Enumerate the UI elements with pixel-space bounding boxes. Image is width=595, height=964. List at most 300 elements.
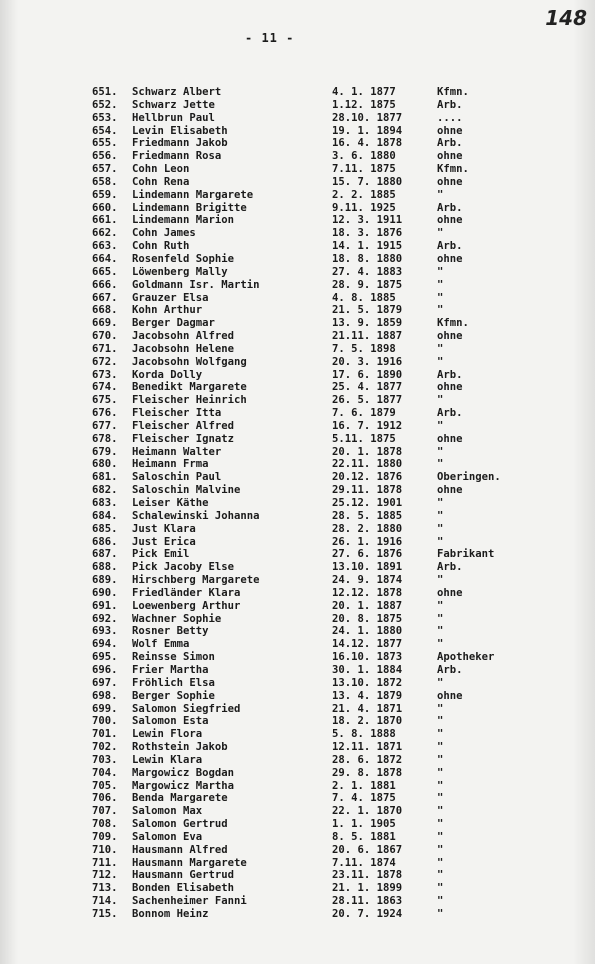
entry-number: 707. xyxy=(92,805,118,818)
entry-occupation: " xyxy=(437,445,444,458)
entry-name: Schwarz Jette xyxy=(132,98,215,111)
entry-number: 678. xyxy=(92,432,118,445)
entry-number: 698. xyxy=(92,689,118,702)
list-item xyxy=(92,523,552,536)
folio-number: 148 xyxy=(545,6,587,30)
list-item xyxy=(92,857,552,870)
entry-occupation: " xyxy=(437,638,444,651)
entry-number: 676. xyxy=(92,407,118,420)
entry-birthdate: 27. 6. 1876 xyxy=(332,548,403,561)
list-item xyxy=(92,882,552,895)
entry-number: 689. xyxy=(92,574,118,587)
entry-number: 704. xyxy=(92,766,118,779)
list-item xyxy=(92,625,552,638)
entry-occupation: Kfmn. xyxy=(437,317,469,330)
entry-number: 682. xyxy=(92,484,118,497)
entry-birthdate: 26. 5. 1877 xyxy=(332,394,403,407)
entry-number: 655. xyxy=(92,137,118,150)
list-item xyxy=(92,150,552,163)
entry-occupation: " xyxy=(437,869,444,882)
entry-birthdate: 21. 5. 1879 xyxy=(332,304,403,317)
entry-occupation: Arb. xyxy=(437,368,463,381)
entry-number: 705. xyxy=(92,779,118,792)
entry-name: Berger Dagmar xyxy=(132,317,215,330)
entry-number: 691. xyxy=(92,599,118,612)
entry-name: Rosenfeld Sophie xyxy=(132,252,235,265)
entry-occupation: " xyxy=(437,676,444,689)
entry-name: Löwenberg Mally xyxy=(132,265,228,278)
entry-birthdate: 28. 6. 1872 xyxy=(332,753,403,766)
entry-name: Lindemann Brigitte xyxy=(132,201,247,214)
entry-occupation: " xyxy=(437,522,444,535)
list-item xyxy=(92,677,552,690)
entry-name: Leiser Käthe xyxy=(132,497,209,509)
list-item xyxy=(92,510,552,523)
entry-occupation: ohne xyxy=(437,214,463,227)
list-item xyxy=(92,651,552,664)
entry-number: 667. xyxy=(92,291,118,304)
entry-name: Wolf Emma xyxy=(132,638,190,651)
entry-occupation: " xyxy=(437,741,444,754)
entry-occupation: " xyxy=(437,509,444,522)
entry-name: Benedikt Margarete xyxy=(132,381,247,394)
entry-number: 696. xyxy=(92,663,118,676)
entry-number: 662. xyxy=(92,227,118,240)
list-item xyxy=(92,805,552,818)
entry-number: 659. xyxy=(92,188,118,201)
entry-name: Cohn Rena xyxy=(132,175,190,188)
list-item xyxy=(92,497,552,510)
list-item xyxy=(92,407,552,420)
entry-occupation: " xyxy=(437,728,444,741)
entry-name: Salomon Esta xyxy=(132,715,209,728)
entry-number: 713. xyxy=(92,882,118,895)
entry-occupation: " xyxy=(437,805,444,818)
entry-birthdate: 28. 9. 1875 xyxy=(332,278,403,291)
list-item xyxy=(92,137,552,150)
list-item xyxy=(92,99,552,112)
list-item xyxy=(92,292,552,305)
entry-birthdate: 20. 1. 1878 xyxy=(332,445,403,458)
entry-number: 677. xyxy=(92,419,118,432)
entry-number: 669. xyxy=(92,317,118,330)
entry-birthdate: 14. 1. 1915 xyxy=(332,240,403,253)
entry-name: Salomon Eva xyxy=(132,830,203,843)
entry-name: Hausmann Alfred xyxy=(132,843,228,856)
list-item xyxy=(92,163,552,176)
list-item xyxy=(92,818,552,831)
entry-number: 671. xyxy=(92,342,118,355)
entry-name: Margowicz Bogdan xyxy=(132,766,235,779)
entry-name: Schalewinski Johanna xyxy=(132,509,260,522)
entry-birthdate: 1. 1. 1905 xyxy=(332,818,396,831)
entry-birthdate: 28. 5. 1885 xyxy=(332,509,403,522)
list-item xyxy=(92,831,552,844)
entry-occupation: Kfmn. xyxy=(437,163,469,176)
entry-birthdate: 16.10. 1873 xyxy=(332,651,403,664)
entry-number: 661. xyxy=(92,214,118,227)
entry-number: 672. xyxy=(92,355,118,368)
list-item xyxy=(92,767,552,780)
entry-occupation: " xyxy=(437,908,444,920)
entry-occupation: ohne xyxy=(437,175,463,188)
entry-occupation: " xyxy=(437,278,444,291)
entry-occupation: ohne xyxy=(437,586,463,599)
entry-name: Korda Dolly xyxy=(132,368,203,381)
entry-occupation: Arb. xyxy=(437,561,463,574)
entry-birthdate: 20. 6. 1867 xyxy=(332,843,403,856)
entry-occupation: " xyxy=(437,265,444,278)
entry-number: 653. xyxy=(92,111,118,124)
entry-birthdate: 26. 1. 1916 xyxy=(332,535,403,548)
entry-number: 703. xyxy=(92,753,118,766)
entry-number: 694. xyxy=(92,638,118,651)
entry-number: 668. xyxy=(92,304,118,317)
entry-occupation: Apotheker xyxy=(437,651,495,664)
list-item xyxy=(92,715,552,728)
entry-name: Saloschin Malvine xyxy=(132,484,241,497)
entry-occupation: " xyxy=(437,792,444,805)
entry-number: 693. xyxy=(92,625,118,638)
list-item xyxy=(92,561,552,574)
entry-name: Hirschberg Margarete xyxy=(132,574,260,587)
entry-occupation: Arb. xyxy=(437,137,463,150)
entry-number: 666. xyxy=(92,278,118,291)
list-item xyxy=(92,587,552,600)
entry-birthdate: 21. 1. 1899 xyxy=(332,882,403,895)
list-item xyxy=(92,356,552,369)
entry-name: Fleischer Heinrich xyxy=(132,394,247,407)
entry-name: Pick Emil xyxy=(132,548,190,561)
entry-name: Rothstein Jakob xyxy=(132,741,228,754)
list-item xyxy=(92,600,552,613)
entry-name: Cohn Ruth xyxy=(132,240,190,253)
entry-occupation: Kfmn. xyxy=(437,86,469,98)
entry-occupation: Arb. xyxy=(437,201,463,214)
list-item xyxy=(92,613,552,626)
entry-name: Reinsse Simon xyxy=(132,651,215,664)
entry-birthdate: 19. 1. 1894 xyxy=(332,124,403,137)
entry-occupation: " xyxy=(437,830,444,843)
entry-birthdate: 29. 8. 1878 xyxy=(332,766,403,779)
entry-number: 673. xyxy=(92,368,118,381)
entry-number: 679. xyxy=(92,445,118,458)
list-item xyxy=(92,189,552,202)
entry-name: Fleischer Ignatz xyxy=(132,432,235,445)
entry-birthdate: 18. 8. 1880 xyxy=(332,252,403,265)
entry-birthdate: 2. 1. 1881 xyxy=(332,779,396,792)
entry-name: Bonden Elisabeth xyxy=(132,882,235,895)
entry-name: Schwarz Albert xyxy=(132,86,222,98)
entry-number: 684. xyxy=(92,509,118,522)
entry-birthdate: 13. 4. 1879 xyxy=(332,689,403,702)
entry-birthdate: 27. 4. 1883 xyxy=(332,265,403,278)
entry-name: Margowicz Martha xyxy=(132,779,235,792)
list-item xyxy=(92,792,552,805)
entry-occupation: " xyxy=(437,715,444,728)
list-item xyxy=(92,279,552,292)
entry-name: Cohn James xyxy=(132,227,196,240)
entry-name: Lewin Flora xyxy=(132,728,203,741)
list-item xyxy=(92,446,552,459)
entry-name: Jacobsohn Alfred xyxy=(132,330,235,343)
entry-number: 680. xyxy=(92,458,118,471)
entry-birthdate: 15. 7. 1880 xyxy=(332,175,403,188)
entry-birthdate: 12. 3. 1911 xyxy=(332,214,403,227)
entry-birthdate: 16. 4. 1878 xyxy=(332,137,403,150)
entry-number: 651. xyxy=(92,86,118,98)
entry-number: 657. xyxy=(92,163,118,176)
entry-name: Hausmann Margarete xyxy=(132,856,247,869)
entry-birthdate: 25.12. 1901 xyxy=(332,497,403,509)
entry-birthdate: 23.11. 1878 xyxy=(332,869,403,882)
entry-occupation: .... xyxy=(437,111,463,124)
entry-number: 685. xyxy=(92,522,118,535)
list-item xyxy=(92,536,552,549)
entry-number: 714. xyxy=(92,895,118,908)
entry-occupation: " xyxy=(437,702,444,715)
entry-number: 712. xyxy=(92,869,118,882)
list-item xyxy=(92,176,552,189)
entry-name: Berger Sophie xyxy=(132,689,215,702)
entry-name: Cohn Leon xyxy=(132,163,190,176)
entry-occupation: " xyxy=(437,882,444,895)
entry-number: 687. xyxy=(92,548,118,561)
list-item xyxy=(92,844,552,857)
entry-name: Friedmann Rosa xyxy=(132,150,222,163)
list-item xyxy=(92,754,552,767)
list-item xyxy=(92,548,552,561)
entry-birthdate: 18. 2. 1870 xyxy=(332,715,403,728)
entry-name: Salomon Gertrud xyxy=(132,818,228,831)
list-item xyxy=(92,664,552,677)
entry-name: Jacobsohn Wolfgang xyxy=(132,355,247,368)
list-item xyxy=(92,227,552,240)
entry-birthdate: 7.11. 1875 xyxy=(332,163,396,176)
entry-name: Lindemann Marion xyxy=(132,214,235,227)
entry-number: 683. xyxy=(92,497,118,509)
entry-occupation: " xyxy=(437,574,444,587)
list-item xyxy=(92,343,552,356)
entry-occupation: " xyxy=(437,612,444,625)
entry-name: Friedländer Klara xyxy=(132,586,241,599)
list-item xyxy=(92,112,552,125)
entry-number: 711. xyxy=(92,856,118,869)
list-item xyxy=(92,638,552,651)
list-item xyxy=(92,484,552,497)
entry-name: Fleischer Alfred xyxy=(132,419,235,432)
entry-birthdate: 18. 3. 1876 xyxy=(332,227,403,240)
entry-name: Frier Martha xyxy=(132,663,209,676)
entry-occupation: ohne xyxy=(437,150,463,163)
entry-number: 658. xyxy=(92,175,118,188)
entry-occupation: " xyxy=(437,227,444,240)
list-item xyxy=(92,304,552,317)
list-item xyxy=(92,433,552,446)
list-item xyxy=(92,574,552,587)
entry-birthdate: 20. 1. 1887 xyxy=(332,599,403,612)
entry-occupation: " xyxy=(437,342,444,355)
entry-number: 681. xyxy=(92,471,118,484)
entry-birthdate: 21. 4. 1871 xyxy=(332,702,403,715)
entry-occupation: ohne xyxy=(437,124,463,137)
entry-name: Rosner Betty xyxy=(132,625,209,638)
list-item xyxy=(92,214,552,227)
entry-occupation: ohne xyxy=(437,381,463,394)
entry-birthdate: 29.11. 1878 xyxy=(332,484,403,497)
entry-name: Heimann Frma xyxy=(132,458,209,471)
list-item xyxy=(92,381,552,394)
entry-name: Wachner Sophie xyxy=(132,612,222,625)
list-item xyxy=(92,471,552,484)
list-item xyxy=(92,703,552,716)
entry-birthdate: 24. 9. 1874 xyxy=(332,574,403,587)
entry-occupation: " xyxy=(437,497,444,509)
entry-birthdate: 7.11. 1874 xyxy=(332,856,396,869)
entry-number: 709. xyxy=(92,830,118,843)
entry-number: 690. xyxy=(92,586,118,599)
entry-name: Bonnom Heinz xyxy=(132,908,209,920)
entry-occupation: " xyxy=(437,188,444,201)
entry-number: 710. xyxy=(92,843,118,856)
entry-name: Sachenheimer Fanni xyxy=(132,895,247,908)
entry-birthdate: 5.11. 1875 xyxy=(332,432,396,445)
entry-occupation: " xyxy=(437,856,444,869)
entry-number: 695. xyxy=(92,651,118,664)
entry-birthdate: 17. 6. 1890 xyxy=(332,368,403,381)
entry-name: Fröhlich Elsa xyxy=(132,676,215,689)
entry-birthdate: 7. 4. 1875 xyxy=(332,792,396,805)
list-item xyxy=(92,266,552,279)
list-item xyxy=(92,317,552,330)
entry-occupation: Arb. xyxy=(437,240,463,253)
entry-occupation: " xyxy=(437,304,444,317)
entry-number: 700. xyxy=(92,715,118,728)
entry-occupation: Arb. xyxy=(437,407,463,420)
entry-number: 656. xyxy=(92,150,118,163)
entry-birthdate: 5. 8. 1888 xyxy=(332,728,396,741)
entry-name: Just Erica xyxy=(132,535,196,548)
entry-number: 652. xyxy=(92,98,118,111)
entry-birthdate: 30. 1. 1884 xyxy=(332,663,403,676)
entry-number: 692. xyxy=(92,612,118,625)
entry-birthdate: 20. 7. 1924 xyxy=(332,908,403,920)
entry-birthdate: 21.11. 1887 xyxy=(332,330,403,343)
entry-name: Salomon Max xyxy=(132,805,203,818)
entry-birthdate: 7. 6. 1879 xyxy=(332,407,396,420)
list-item xyxy=(92,394,552,407)
entry-birthdate: 28. 2. 1880 xyxy=(332,522,403,535)
entry-name: Friedmann Jakob xyxy=(132,137,228,150)
list-item xyxy=(92,125,552,138)
entry-birthdate: 13. 9. 1859 xyxy=(332,317,403,330)
entry-number: 701. xyxy=(92,728,118,741)
entry-occupation: " xyxy=(437,394,444,407)
entry-occupation: " xyxy=(437,535,444,548)
list-item xyxy=(92,908,552,921)
list-item xyxy=(92,780,552,793)
entry-occupation: ohne xyxy=(437,484,463,497)
entry-birthdate: 1.12. 1875 xyxy=(332,98,396,111)
list-item xyxy=(92,690,552,703)
entry-name: Kohn Arthur xyxy=(132,304,203,317)
entry-birthdate: 12.12. 1878 xyxy=(332,586,403,599)
list-item xyxy=(92,202,552,215)
entry-name: Salomon Siegfried xyxy=(132,702,241,715)
list-item xyxy=(92,458,552,471)
entry-birthdate: 20. 8. 1875 xyxy=(332,612,403,625)
entry-birthdate: 4. 8. 1885 xyxy=(332,291,396,304)
entry-name: Lindemann Margarete xyxy=(132,188,254,201)
entry-number: 664. xyxy=(92,252,118,265)
entry-name: Goldmann Isr. Martin xyxy=(132,278,260,291)
entry-number: 660. xyxy=(92,201,118,214)
list-item xyxy=(92,253,552,266)
list-item xyxy=(92,869,552,882)
entry-birthdate: 7. 5. 1898 xyxy=(332,342,396,355)
list-item xyxy=(92,86,552,99)
name-list xyxy=(92,86,552,921)
entry-occupation: ohne xyxy=(437,432,463,445)
entry-number: 706. xyxy=(92,792,118,805)
entry-occupation: " xyxy=(437,843,444,856)
list-item xyxy=(92,330,552,343)
entry-name: Benda Margarete xyxy=(132,792,228,805)
entry-name: Fleischer Itta xyxy=(132,407,222,420)
entry-occupation: " xyxy=(437,895,444,908)
entry-name: Grauzer Elsa xyxy=(132,291,209,304)
entry-name: Pick Jacoby Else xyxy=(132,561,235,574)
list-item xyxy=(92,741,552,754)
list-item xyxy=(92,420,552,433)
page-number: - 11 - xyxy=(245,31,295,45)
entry-name: Jacobsohn Helene xyxy=(132,342,235,355)
entry-number: 702. xyxy=(92,741,118,754)
entry-birthdate: 13.10. 1891 xyxy=(332,561,403,574)
entry-number: 715. xyxy=(92,908,118,920)
entry-birthdate: 4. 1. 1877 xyxy=(332,86,396,98)
entry-birthdate: 22. 1. 1870 xyxy=(332,805,403,818)
entry-occupation: " xyxy=(437,419,444,432)
entry-name: Levin Elisabeth xyxy=(132,124,228,137)
entry-number: 708. xyxy=(92,818,118,831)
entry-occupation: ohne xyxy=(437,330,463,343)
entry-occupation: Oberingen. xyxy=(437,471,501,484)
entry-birthdate: 9.11. 1925 xyxy=(332,201,396,214)
entry-occupation: " xyxy=(437,766,444,779)
entry-number: 665. xyxy=(92,265,118,278)
entry-occupation: Arb. xyxy=(437,98,463,111)
entry-birthdate: 25. 4. 1877 xyxy=(332,381,403,394)
entry-occupation: " xyxy=(437,779,444,792)
entry-name: Hausmann Gertrud xyxy=(132,869,235,882)
entry-birthdate: 2. 2. 1885 xyxy=(332,188,396,201)
entry-birthdate: 28.10. 1877 xyxy=(332,111,403,124)
entry-name: Just Klara xyxy=(132,522,196,535)
entry-birthdate: 3. 6. 1880 xyxy=(332,150,396,163)
entry-birthdate: 20.12. 1876 xyxy=(332,471,403,484)
entry-occupation: " xyxy=(437,753,444,766)
entry-birthdate: 13.10. 1872 xyxy=(332,676,403,689)
entry-number: 686. xyxy=(92,535,118,548)
entry-occupation: " xyxy=(437,355,444,368)
entry-birthdate: 8. 5. 1881 xyxy=(332,830,396,843)
entry-occupation: " xyxy=(437,599,444,612)
entry-birthdate: 28.11. 1863 xyxy=(332,895,403,908)
entry-name: Loewenberg Arthur xyxy=(132,599,241,612)
list-item xyxy=(92,895,552,908)
entry-occupation: ohne xyxy=(437,689,463,702)
